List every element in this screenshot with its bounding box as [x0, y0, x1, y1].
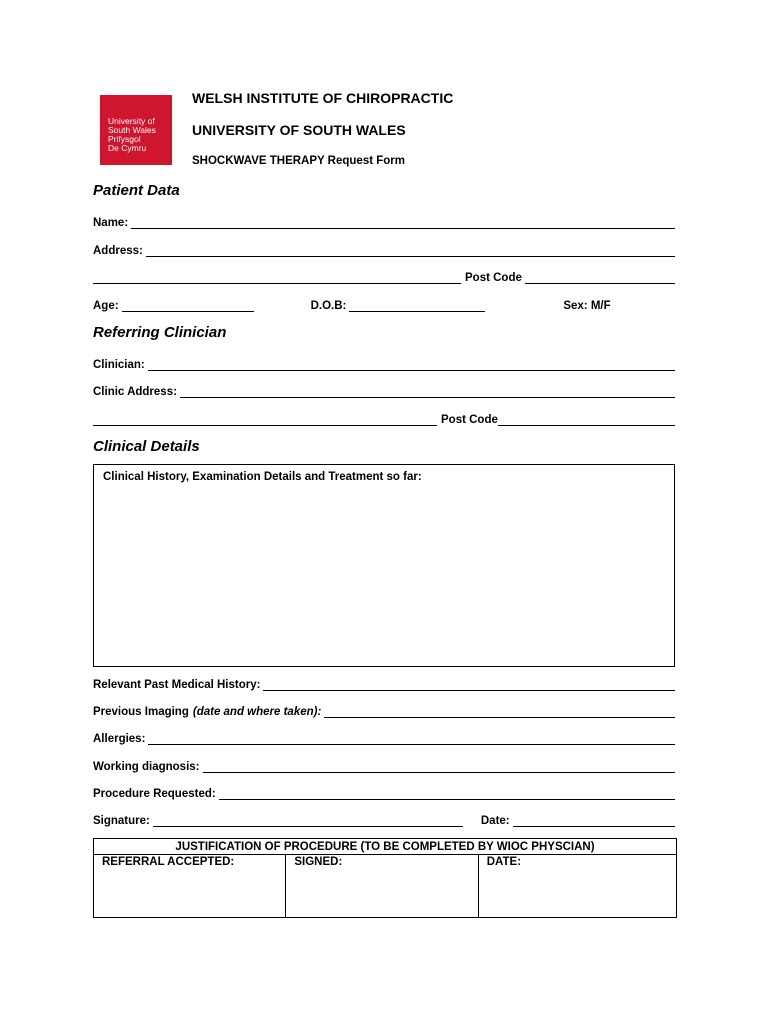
clinic-postcode-row — [93, 410, 675, 426]
allergies-row — [93, 729, 675, 745]
imaging-row — [93, 702, 675, 718]
imaging-field[interactable] — [324, 705, 675, 718]
form-title: SHOCKWAVE THERAPY Request Form — [192, 155, 405, 167]
date-field[interactable] — [513, 814, 675, 827]
signature-row — [93, 811, 675, 827]
justification-date-label: DATE: — [486, 856, 522, 868]
referral-accepted-cell[interactable] — [94, 855, 286, 918]
procedure-label: Procedure Requested: — [93, 788, 216, 800]
justification-table — [93, 838, 677, 918]
procedure-row — [93, 784, 675, 800]
logo-line-1: University of — [108, 116, 155, 126]
clinician-label: Clinician: — [93, 359, 145, 371]
age-dob-sex-row — [93, 296, 675, 312]
diagnosis-label: Working diagnosis: — [93, 761, 200, 773]
clinic-address-line-2-field[interactable] — [93, 413, 437, 426]
clinical-history-box[interactable] — [93, 464, 675, 667]
diagnosis-field[interactable] — [203, 760, 676, 773]
patient-data-heading: Patient Data — [93, 182, 180, 199]
clinic-address-field[interactable] — [180, 385, 675, 398]
clinic-postcode-label: Post Code — [441, 414, 498, 426]
past-history-label: Relevant Past Medical History: — [93, 679, 261, 691]
signed-cell[interactable] — [286, 855, 478, 918]
clinic-address-label: Clinic Address: — [93, 386, 177, 398]
imaging-label: Previous Imaging — [93, 706, 189, 718]
address-line-2-field[interactable] — [93, 271, 461, 284]
clinic-address-row — [93, 382, 675, 398]
dob-field[interactable] — [349, 299, 485, 312]
age-label: Age: — [93, 300, 119, 312]
referring-clinician-heading: Referring Clinician — [93, 324, 227, 341]
sex-label[interactable]: Sex: M/F — [563, 300, 611, 312]
address-field[interactable] — [146, 244, 675, 257]
address-postcode-row — [93, 268, 675, 284]
clinician-field[interactable] — [148, 358, 675, 371]
patient-postcode-field[interactable] — [525, 271, 675, 284]
address-row — [93, 241, 675, 257]
referral-accepted-label: REFERRAL ACCEPTED: — [102, 856, 235, 868]
name-row — [93, 213, 675, 229]
clinical-history-prompt: Clinical History, Examination Details and Treatment so far: — [103, 471, 422, 483]
procedure-field[interactable] — [219, 787, 675, 800]
logo-line-4: De Cymru — [108, 143, 147, 153]
university-logo — [100, 95, 172, 165]
dob-label: D.O.B: — [310, 300, 347, 312]
clinician-row — [93, 355, 675, 371]
name-field[interactable] — [131, 216, 675, 229]
university-title: UNIVERSITY OF SOUTH WALES — [192, 122, 406, 138]
clinic-postcode-field[interactable] — [498, 413, 675, 426]
date-label: Date: — [480, 815, 510, 827]
age-field[interactable] — [122, 299, 254, 312]
institute-title: WELSH INSTITUTE OF CHIROPRACTIC — [192, 90, 454, 106]
name-label: Name: — [93, 217, 129, 229]
past-history-field[interactable] — [263, 678, 675, 691]
signature-field[interactable] — [153, 814, 463, 827]
logo-line-3: Prifysgol — [108, 134, 141, 144]
allergies-field[interactable] — [148, 732, 675, 745]
logo-line-2: South Wales — [108, 125, 156, 135]
signed-label: SIGNED: — [294, 856, 343, 868]
address-label: Address: — [93, 245, 143, 257]
clinical-details-heading: Clinical Details — [93, 438, 200, 455]
past-history-row — [93, 675, 675, 691]
signature-label: Signature: — [93, 815, 150, 827]
imaging-hint: (date and where taken): — [192, 706, 322, 718]
justification-title: JUSTIFICATION OF PROCEDURE (TO BE COMPLETED BY WIOC PHYSCIAN) — [94, 839, 677, 855]
patient-postcode-label: Post Code — [465, 272, 522, 284]
diagnosis-row — [93, 757, 675, 773]
justification-date-cell[interactable] — [478, 855, 676, 918]
allergies-label: Allergies: — [93, 733, 146, 745]
